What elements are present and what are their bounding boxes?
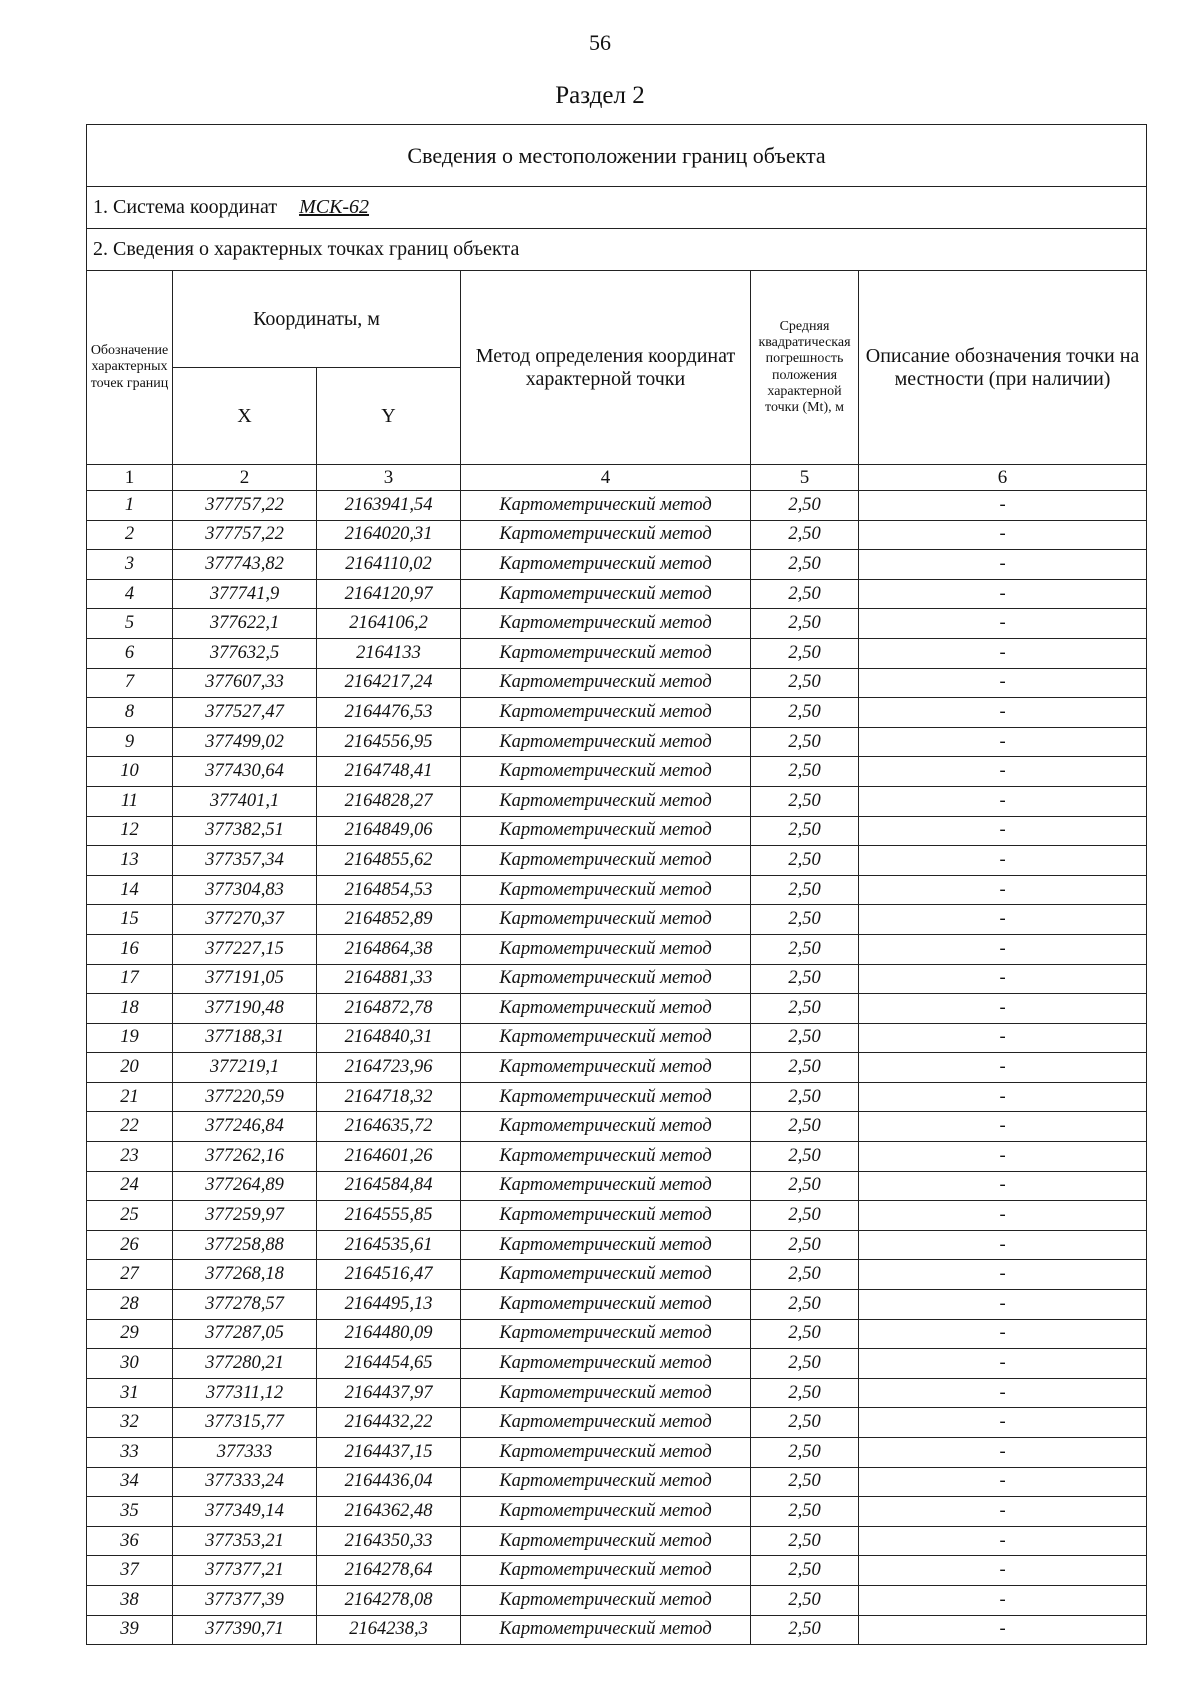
coordinate-system-row	[87, 187, 1147, 229]
cell-error-value: 2,50	[751, 1082, 859, 1112]
cell-method: Картометрический метод	[461, 1526, 751, 1556]
cell-description: -	[859, 491, 1147, 521]
cell-coord-y: 2164840,31	[317, 1023, 461, 1053]
cell-error-value: 2,50	[751, 1556, 859, 1586]
table-row	[87, 1201, 1147, 1231]
cell-coord-y: 2164718,32	[317, 1082, 461, 1112]
table-title: Сведения о местоположении границ объекта	[87, 125, 1147, 187]
header-y: Y	[317, 368, 461, 465]
cell-coord-x: 377280,21	[173, 1349, 317, 1379]
cell-method: Картометрический метод	[461, 550, 751, 580]
cell-coord-x: 377377,21	[173, 1556, 317, 1586]
cell-coord-y: 2164436,04	[317, 1467, 461, 1497]
cell-point-number: 1	[87, 491, 173, 521]
cell-error-value: 2,50	[751, 1526, 859, 1556]
table-row	[87, 609, 1147, 639]
cell-error-value: 2,50	[751, 1023, 859, 1053]
cell-coord-x: 377278,57	[173, 1290, 317, 1320]
cell-error-value: 2,50	[751, 1615, 859, 1645]
cell-error-value: 2,50	[751, 638, 859, 668]
table-row	[87, 698, 1147, 728]
cell-coord-x: 377741,9	[173, 579, 317, 609]
cell-description: -	[859, 846, 1147, 876]
cell-error-value: 2,50	[751, 816, 859, 846]
table-row	[87, 1230, 1147, 1260]
cell-method: Картометрический метод	[461, 1290, 751, 1320]
cell-coord-x: 377219,1	[173, 1053, 317, 1083]
column-number: 6	[859, 465, 1147, 491]
cell-method: Картометрический метод	[461, 1053, 751, 1083]
cell-coord-x: 377353,21	[173, 1526, 317, 1556]
cell-coord-x: 377264,89	[173, 1171, 317, 1201]
table-row	[87, 1112, 1147, 1142]
table-row	[87, 1349, 1147, 1379]
cell-coord-y: 2164852,89	[317, 905, 461, 935]
cell-coord-y: 2164106,2	[317, 609, 461, 639]
cell-coord-y: 2164278,08	[317, 1585, 461, 1615]
column-number: 2	[173, 465, 317, 491]
cell-coord-x: 377757,22	[173, 520, 317, 550]
column-number: 5	[751, 465, 859, 491]
cell-point-number: 4	[87, 579, 173, 609]
cell-description: -	[859, 905, 1147, 935]
cell-description: -	[859, 1585, 1147, 1615]
cell-description: -	[859, 875, 1147, 905]
cell-description: -	[859, 1556, 1147, 1586]
cell-point-number: 19	[87, 1023, 173, 1053]
cell-method: Картометрический метод	[461, 964, 751, 994]
cell-coord-x: 377527,47	[173, 698, 317, 728]
cell-description: -	[859, 579, 1147, 609]
cell-coord-y: 2164828,27	[317, 786, 461, 816]
cell-coord-x: 377632,5	[173, 638, 317, 668]
cell-method: Картометрический метод	[461, 1556, 751, 1586]
cell-coord-x: 377227,15	[173, 934, 317, 964]
cell-error-value: 2,50	[751, 1290, 859, 1320]
points-section-label: 2. Сведения о характерных точках границ объекта	[87, 229, 1147, 271]
cell-coord-y: 2164872,78	[317, 994, 461, 1024]
cell-coord-x: 377188,31	[173, 1023, 317, 1053]
cell-coord-x: 377333,24	[173, 1467, 317, 1497]
table-row	[87, 1556, 1147, 1586]
cell-method: Картометрический метод	[461, 846, 751, 876]
cell-point-number: 13	[87, 846, 173, 876]
cell-error-value: 2,50	[751, 1408, 859, 1438]
cell-point-number: 23	[87, 1142, 173, 1172]
cell-method: Картометрический метод	[461, 491, 751, 521]
cell-description: -	[859, 816, 1147, 846]
boundary-points-table	[86, 124, 1147, 1645]
cell-coord-x: 377304,83	[173, 875, 317, 905]
header-description: Описание обозначения точки на местности (при наличии)	[859, 271, 1147, 465]
table-row	[87, 1467, 1147, 1497]
cell-coord-x: 377430,64	[173, 757, 317, 787]
cell-description: -	[859, 1201, 1147, 1231]
cell-coord-y: 2164437,15	[317, 1438, 461, 1468]
table-row	[87, 491, 1147, 521]
table-row	[87, 1142, 1147, 1172]
cell-method: Картометрический метод	[461, 698, 751, 728]
cell-description: -	[859, 698, 1147, 728]
cell-error-value: 2,50	[751, 579, 859, 609]
cell-error-value: 2,50	[751, 698, 859, 728]
cell-description: -	[859, 757, 1147, 787]
cell-method: Картометрический метод	[461, 1349, 751, 1379]
cell-description: -	[859, 1290, 1147, 1320]
cell-description: -	[859, 994, 1147, 1024]
cell-error-value: 2,50	[751, 964, 859, 994]
cell-point-number: 36	[87, 1526, 173, 1556]
table-row	[87, 1023, 1147, 1053]
cell-coord-x: 377499,02	[173, 727, 317, 757]
cell-coord-x: 377268,18	[173, 1260, 317, 1290]
cell-method: Картометрический метод	[461, 816, 751, 846]
table-row	[87, 786, 1147, 816]
table-row	[87, 1378, 1147, 1408]
cell-description: -	[859, 609, 1147, 639]
cell-point-number: 12	[87, 816, 173, 846]
cell-method: Картометрический метод	[461, 1497, 751, 1527]
cell-coord-x: 377315,77	[173, 1408, 317, 1438]
table-row	[87, 1082, 1147, 1112]
cell-coord-y: 2164556,95	[317, 727, 461, 757]
cell-error-value: 2,50	[751, 786, 859, 816]
cell-point-number: 24	[87, 1171, 173, 1201]
cell-coord-y: 2164535,61	[317, 1230, 461, 1260]
cell-description: -	[859, 1082, 1147, 1112]
cell-method: Картометрический метод	[461, 727, 751, 757]
table-row	[87, 757, 1147, 787]
cell-coord-x: 377377,39	[173, 1585, 317, 1615]
cell-coord-y: 2164516,47	[317, 1260, 461, 1290]
cell-method: Картометрический метод	[461, 786, 751, 816]
cell-method: Картометрический метод	[461, 638, 751, 668]
cell-coord-x: 377262,16	[173, 1142, 317, 1172]
column-number: 3	[317, 465, 461, 491]
table-row	[87, 1497, 1147, 1527]
table-row	[87, 1260, 1147, 1290]
cell-method: Картометрический метод	[461, 1112, 751, 1142]
cell-error-value: 2,50	[751, 1171, 859, 1201]
cell-point-number: 30	[87, 1349, 173, 1379]
cell-error-value: 2,50	[751, 994, 859, 1024]
cell-error-value: 2,50	[751, 905, 859, 935]
cell-error-value: 2,50	[751, 1349, 859, 1379]
cell-description: -	[859, 1171, 1147, 1201]
cell-coord-y: 2164020,31	[317, 520, 461, 550]
cell-description: -	[859, 1112, 1147, 1142]
cell-error-value: 2,50	[751, 1378, 859, 1408]
table-row	[87, 1319, 1147, 1349]
cell-description: -	[859, 638, 1147, 668]
cell-error-value: 2,50	[751, 1438, 859, 1468]
cell-coord-y: 2164278,64	[317, 1556, 461, 1586]
column-number: 1	[87, 465, 173, 491]
table-row	[87, 520, 1147, 550]
cell-coord-x: 377258,88	[173, 1230, 317, 1260]
cell-coord-x: 377401,1	[173, 786, 317, 816]
cell-coord-x: 377287,05	[173, 1319, 317, 1349]
cell-error-value: 2,50	[751, 934, 859, 964]
cell-coord-y: 2164480,09	[317, 1319, 461, 1349]
coordinate-system-label: 1. Система координат	[93, 196, 278, 218]
cell-description: -	[859, 520, 1147, 550]
cell-description: -	[859, 1615, 1147, 1645]
table-row	[87, 1615, 1147, 1645]
cell-method: Картометрический метод	[461, 1467, 751, 1497]
cell-coord-x: 377382,51	[173, 816, 317, 846]
column-number: 4	[461, 465, 751, 491]
table-row	[87, 875, 1147, 905]
cell-method: Картометрический метод	[461, 934, 751, 964]
cell-coord-y: 2164495,13	[317, 1290, 461, 1320]
cell-coord-x: 377349,14	[173, 1497, 317, 1527]
cell-method: Картометрический метод	[461, 609, 751, 639]
cell-point-number: 16	[87, 934, 173, 964]
cell-point-number: 5	[87, 609, 173, 639]
cell-coord-y: 2164217,24	[317, 668, 461, 698]
cell-point-number: 6	[87, 638, 173, 668]
table-row	[87, 579, 1147, 609]
cell-method: Картометрический метод	[461, 1378, 751, 1408]
cell-description: -	[859, 964, 1147, 994]
coordinate-system-value: МСК-62	[299, 196, 370, 218]
cell-coord-y: 2164854,53	[317, 875, 461, 905]
cell-error-value: 2,50	[751, 1053, 859, 1083]
cell-point-number: 37	[87, 1556, 173, 1586]
cell-method: Картометрический метод	[461, 520, 751, 550]
cell-description: -	[859, 786, 1147, 816]
cell-point-number: 18	[87, 994, 173, 1024]
cell-point-number: 14	[87, 875, 173, 905]
cell-point-number: 29	[87, 1319, 173, 1349]
cell-point-number: 21	[87, 1082, 173, 1112]
table-row	[87, 994, 1147, 1024]
cell-coord-x: 377190,48	[173, 994, 317, 1024]
cell-coord-y: 2164635,72	[317, 1112, 461, 1142]
table-row	[87, 905, 1147, 935]
cell-error-value: 2,50	[751, 520, 859, 550]
cell-description: -	[859, 1349, 1147, 1379]
cell-method: Картометрический метод	[461, 905, 751, 935]
cell-method: Картометрический метод	[461, 757, 751, 787]
cell-coord-y: 2164601,26	[317, 1142, 461, 1172]
cell-coord-x: 377622,1	[173, 609, 317, 639]
cell-coord-x: 377270,37	[173, 905, 317, 935]
cell-error-value: 2,50	[751, 1467, 859, 1497]
cell-error-value: 2,50	[751, 727, 859, 757]
cell-coord-x: 377191,05	[173, 964, 317, 994]
cell-point-number: 31	[87, 1378, 173, 1408]
cell-error-value: 2,50	[751, 1112, 859, 1142]
cell-coord-y: 2164748,41	[317, 757, 461, 787]
section-title: Раздел 2	[555, 82, 645, 109]
cell-error-value: 2,50	[751, 757, 859, 787]
table-row	[87, 638, 1147, 668]
cell-coord-y: 2164362,48	[317, 1497, 461, 1527]
cell-point-number: 15	[87, 905, 173, 935]
cell-coord-y: 2164723,96	[317, 1053, 461, 1083]
cell-description: -	[859, 1023, 1147, 1053]
cell-coord-y: 2164849,06	[317, 816, 461, 846]
cell-point-number: 11	[87, 786, 173, 816]
cell-point-number: 25	[87, 1201, 173, 1231]
cell-method: Картометрический метод	[461, 1260, 751, 1290]
table-row	[87, 1526, 1147, 1556]
header-x: X	[173, 368, 317, 465]
cell-method: Картометрический метод	[461, 1615, 751, 1645]
cell-coord-y: 2164864,38	[317, 934, 461, 964]
cell-coord-y: 2164454,65	[317, 1349, 461, 1379]
cell-description: -	[859, 1053, 1147, 1083]
cell-method: Картометрический метод	[461, 1319, 751, 1349]
cell-method: Картометрический метод	[461, 1230, 751, 1260]
cell-point-number: 3	[87, 550, 173, 580]
cell-method: Картометрический метод	[461, 875, 751, 905]
cell-point-number: 38	[87, 1585, 173, 1615]
cell-point-number: 17	[87, 964, 173, 994]
cell-point-number: 22	[87, 1112, 173, 1142]
table-row	[87, 816, 1147, 846]
cell-coord-y: 2164350,33	[317, 1526, 461, 1556]
cell-error-value: 2,50	[751, 550, 859, 580]
cell-error-value: 2,50	[751, 1319, 859, 1349]
cell-point-number: 27	[87, 1260, 173, 1290]
cell-method: Картометрический метод	[461, 994, 751, 1024]
page-number: 56	[589, 30, 611, 55]
cell-coord-y: 2164120,97	[317, 579, 461, 609]
cell-point-number: 26	[87, 1230, 173, 1260]
cell-coord-x: 377311,12	[173, 1378, 317, 1408]
cell-point-number: 20	[87, 1053, 173, 1083]
header-coordinates: Координаты, м	[173, 271, 461, 368]
cell-coord-y: 2164881,33	[317, 964, 461, 994]
cell-method: Картометрический метод	[461, 668, 751, 698]
cell-point-number: 35	[87, 1497, 173, 1527]
cell-description: -	[859, 1230, 1147, 1260]
cell-coord-x: 377333	[173, 1438, 317, 1468]
cell-coord-y: 2164855,62	[317, 846, 461, 876]
cell-coord-x: 377246,84	[173, 1112, 317, 1142]
cell-coord-x: 377757,22	[173, 491, 317, 521]
cell-coord-x: 377357,34	[173, 846, 317, 876]
cell-coord-y: 2164110,02	[317, 550, 461, 580]
header-designation: Обозначение характерных точек границ	[87, 271, 173, 465]
cell-coord-x: 377259,97	[173, 1201, 317, 1231]
cell-coord-y: 2164555,85	[317, 1201, 461, 1231]
cell-point-number: 34	[87, 1467, 173, 1497]
cell-description: -	[859, 1319, 1147, 1349]
cell-description: -	[859, 727, 1147, 757]
cell-coord-x: 377220,59	[173, 1082, 317, 1112]
cell-coord-x: 377607,33	[173, 668, 317, 698]
cell-coord-x: 377390,71	[173, 1615, 317, 1645]
table-row	[87, 1585, 1147, 1615]
cell-method: Картометрический метод	[461, 1082, 751, 1112]
cell-error-value: 2,50	[751, 875, 859, 905]
cell-error-value: 2,50	[751, 609, 859, 639]
cell-point-number: 2	[87, 520, 173, 550]
cell-coord-y: 2164437,97	[317, 1378, 461, 1408]
cell-error-value: 2,50	[751, 1201, 859, 1231]
cell-method: Картометрический метод	[461, 1142, 751, 1172]
column-numbers-row	[87, 465, 1147, 491]
header-method: Метод определения координат характерной точки	[461, 271, 751, 465]
cell-coord-y: 2164432,22	[317, 1408, 461, 1438]
cell-error-value: 2,50	[751, 1260, 859, 1290]
cell-description: -	[859, 1467, 1147, 1497]
cell-coord-y: 2164584,84	[317, 1171, 461, 1201]
cell-description: -	[859, 934, 1147, 964]
cell-point-number: 10	[87, 757, 173, 787]
cell-error-value: 2,50	[751, 491, 859, 521]
cell-point-number: 39	[87, 1615, 173, 1645]
cell-description: -	[859, 1526, 1147, 1556]
cell-point-number: 32	[87, 1408, 173, 1438]
cell-error-value: 2,50	[751, 1585, 859, 1615]
table-row	[87, 1290, 1147, 1320]
cell-error-value: 2,50	[751, 1497, 859, 1527]
cell-method: Картометрический метод	[461, 1171, 751, 1201]
cell-method: Картометрический метод	[461, 1023, 751, 1053]
cell-error-value: 2,50	[751, 1230, 859, 1260]
table-row	[87, 1171, 1147, 1201]
cell-error-value: 2,50	[751, 1142, 859, 1172]
cell-point-number: 33	[87, 1438, 173, 1468]
header-error: Средняя квадратическая погрешность положения характерной точки (Mt), м	[751, 271, 859, 465]
cell-description: -	[859, 550, 1147, 580]
cell-description: -	[859, 1142, 1147, 1172]
table-row	[87, 1053, 1147, 1083]
table-row	[87, 727, 1147, 757]
cell-point-number: 8	[87, 698, 173, 728]
cell-description: -	[859, 1438, 1147, 1468]
table-row	[87, 550, 1147, 580]
cell-description: -	[859, 1408, 1147, 1438]
cell-coord-y: 2164476,53	[317, 698, 461, 728]
cell-coord-y: 2163941,54	[317, 491, 461, 521]
table-row	[87, 934, 1147, 964]
cell-coord-y: 2164133	[317, 638, 461, 668]
cell-description: -	[859, 1497, 1147, 1527]
table-row	[87, 668, 1147, 698]
cell-method: Картометрический метод	[461, 1201, 751, 1231]
cell-description: -	[859, 668, 1147, 698]
cell-point-number: 7	[87, 668, 173, 698]
table-row	[87, 1438, 1147, 1468]
cell-method: Картометрический метод	[461, 1438, 751, 1468]
cell-method: Картометрический метод	[461, 579, 751, 609]
cell-error-value: 2,50	[751, 846, 859, 876]
cell-method: Картометрический метод	[461, 1408, 751, 1438]
cell-method: Картометрический метод	[461, 1585, 751, 1615]
table-row	[87, 1408, 1147, 1438]
cell-point-number: 28	[87, 1290, 173, 1320]
cell-point-number: 9	[87, 727, 173, 757]
cell-description: -	[859, 1378, 1147, 1408]
cell-description: -	[859, 1260, 1147, 1290]
cell-coord-y: 2164238,3	[317, 1615, 461, 1645]
cell-coord-x: 377743,82	[173, 550, 317, 580]
cell-error-value: 2,50	[751, 668, 859, 698]
table-row	[87, 964, 1147, 994]
table-row	[87, 846, 1147, 876]
